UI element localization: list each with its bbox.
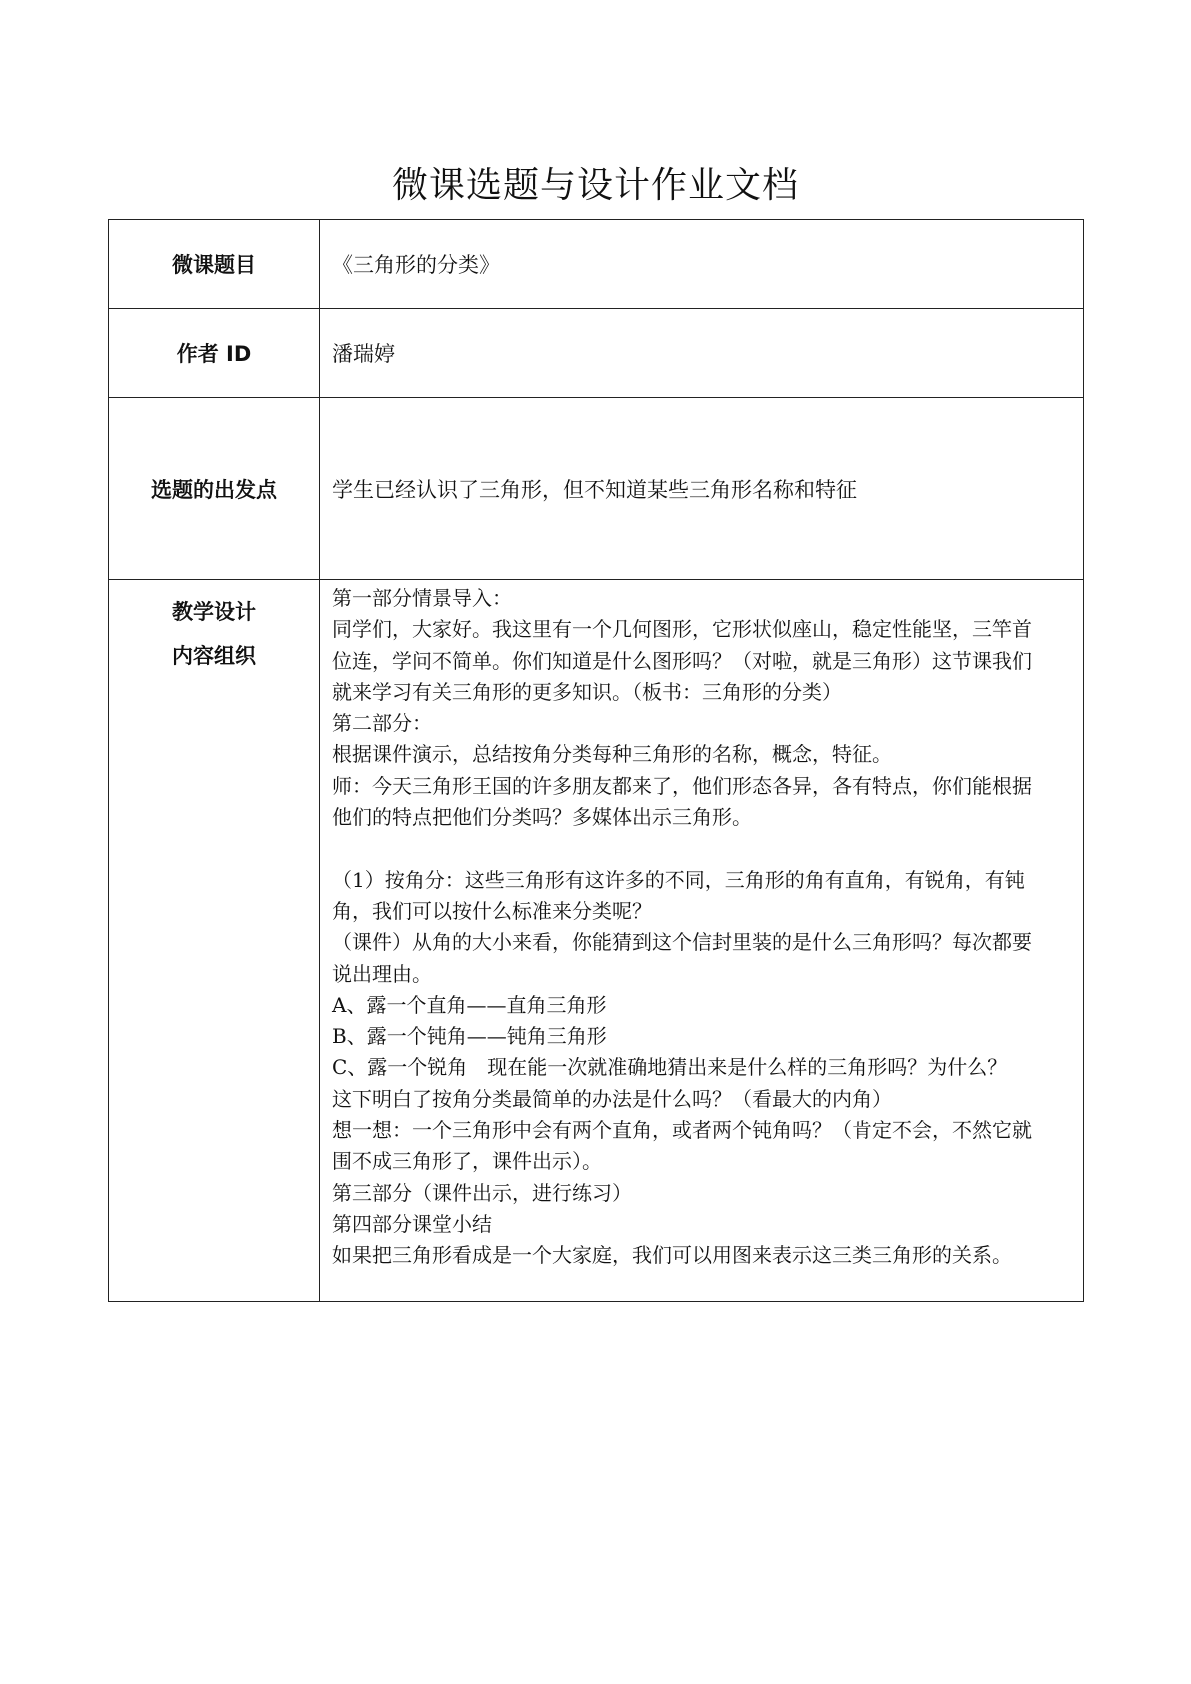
design-line: 角，我们可以按什么标准来分类呢？ bbox=[332, 898, 652, 923]
topic-value: 《三角形的分类》 bbox=[320, 220, 1084, 309]
starting-point-label: 选题的出发点 bbox=[109, 398, 320, 580]
design-line: 同学们，大家好。我这里有一个几何图形，它形状似座山，稳定性能坚，三竿首 bbox=[332, 617, 1032, 642]
design-content bbox=[332, 580, 1071, 1272]
design-line: A、露一个直角——直角三角形 bbox=[332, 992, 607, 1017]
design-content-cell bbox=[320, 580, 1084, 1302]
table-row-design bbox=[109, 580, 1084, 1302]
author-label: 作者 ID bbox=[109, 309, 320, 398]
design-label-cell bbox=[109, 580, 320, 1302]
design-line: 他们的特点把他们分类吗？多媒体出示三角形。 bbox=[332, 805, 752, 830]
starting-point-value: 学生已经认识了三角形，但不知道某些三角形名称和特征 bbox=[320, 398, 1084, 580]
design-label-line2: 内容组织 bbox=[172, 644, 256, 668]
design-line: 位连，学问不简单。你们知道是什么图形吗？（对啦，就是三角形）这节课我们 bbox=[332, 648, 1032, 673]
author-value: 潘瑞婷 bbox=[320, 309, 1084, 398]
design-line: 想一想：一个三角形中会有两个直角，或者两个钝角吗？（肯定不会，不然它就 bbox=[332, 1118, 1032, 1143]
design-line: 根据课件演示，总结按角分类每种三角形的名称，概念，特征。 bbox=[332, 742, 892, 767]
design-line: B、露一个钝角——钝角三角形 bbox=[332, 1024, 607, 1049]
design-line: 第一部分情景导入： bbox=[332, 586, 512, 610]
design-line: 就来学习有关三角形的更多知识。（板书：三角形的分类） bbox=[332, 679, 842, 704]
document-title: 微课选题与设计作业文档 bbox=[391, 165, 799, 206]
design-line: 第三部分（课件出示，进行练习） bbox=[332, 1180, 632, 1205]
assignment-table bbox=[108, 219, 1084, 1302]
table-row-topic bbox=[109, 220, 1084, 309]
topic-label: 微课题目 bbox=[109, 220, 320, 309]
table-row-author bbox=[109, 309, 1084, 398]
design-line: 第四部分课堂小结 bbox=[332, 1211, 492, 1236]
design-line: （1）按角分：这些三角形有这许多的不同，三角形的角有直角，有锐角，有钝 bbox=[332, 867, 1025, 892]
design-line: 说出理由。 bbox=[332, 961, 432, 986]
design-line: 师：今天三角形王国的许多朋友都来了，他们形态各异，各有特点，你们能根据 bbox=[332, 773, 1032, 798]
design-line: 如果把三角形看成是一个大家庭，我们可以用图来表示这三类三角形的关系。 bbox=[332, 1243, 1012, 1268]
design-line bbox=[332, 833, 1071, 864]
design-label-line1: 教学设计 bbox=[172, 600, 256, 624]
design-line: 第二部分： bbox=[332, 711, 432, 736]
design-line: C、露一个锐角 现在能一次就准确地猜出来是什么样的三角形吗？为什么？ bbox=[332, 1055, 1008, 1080]
table-row-starting-point bbox=[109, 398, 1084, 580]
design-line: 这下明白了按角分类最简单的办法是什么吗？（看最大的内角） bbox=[332, 1086, 892, 1111]
design-line: 围不成三角形了，课件出示）。 bbox=[332, 1149, 602, 1174]
design-line: （课件）从角的大小来看，你能猜到这个信封里装的是什么三角形吗？每次都要 bbox=[332, 930, 1032, 955]
